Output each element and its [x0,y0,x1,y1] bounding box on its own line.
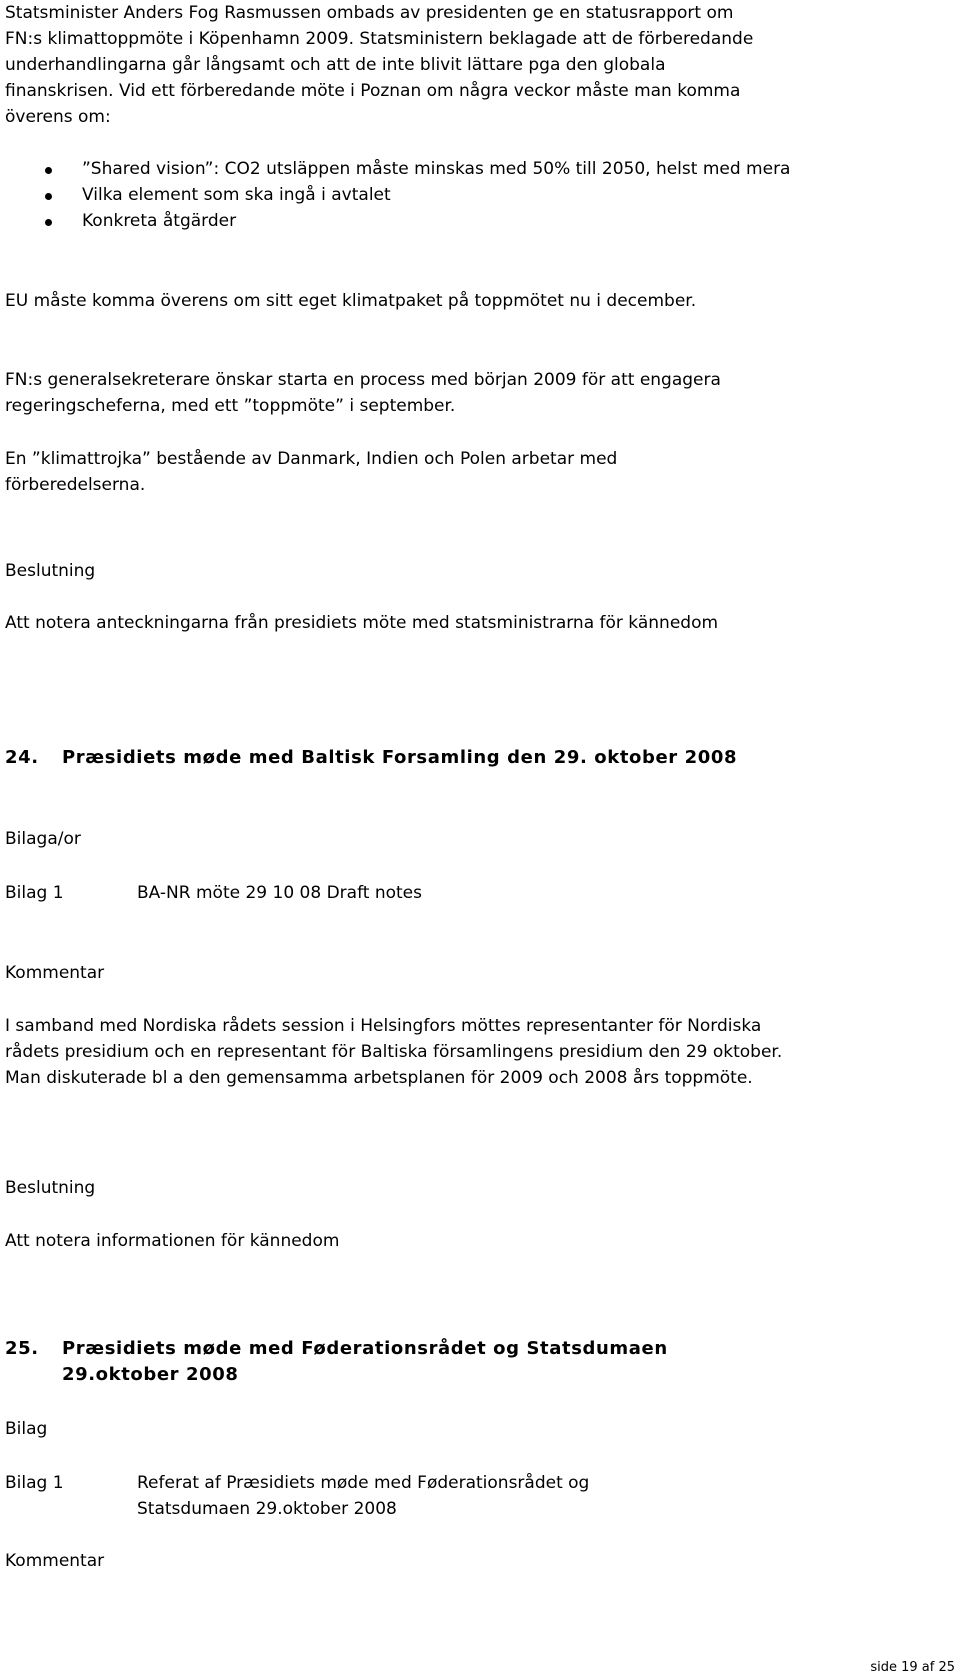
list-item [5,208,805,234]
bilag-key: Bilag 1 [5,883,64,903]
bilaga-label: Bilaga/or [5,829,81,849]
bilag-key: Bilag 1 [5,1473,64,1493]
bullet-icon [45,219,52,226]
bullet-icon [45,167,52,174]
bilag-row [5,880,805,906]
intro-paragraph: Statsminister Anders Fog Rasmussen ombads av presidenten ge en statusrapport om FN:s klimattoppmöte i Köpenhamn 2009. Statsministern beklagade att de förberedande underhandlingarna går långsamt och att de inte blivit lättare pga den globala finanskrisen. Vid ett förberedande möte i Poznan om några veckor måste man komma överens om: [5,3,754,127]
beslutning-text: Att notera anteckningarna från presidiets möte med statsministrarna för kännedom [5,613,719,633]
paragraph-fn: FN:s generalsekreterare önskar starta en process med början 2009 för att engagera regeringscheferna, med ett ”toppmöte” i september. [5,370,721,416]
item-25-heading [5,1336,805,1388]
bilag-value: BA-NR möte 29 10 08 Draft notes [137,883,422,903]
list-item [5,156,805,182]
beslutning-text: Att notera informationen för kännedom [5,1231,340,1251]
document-page [5,0,955,1680]
beslutning-heading: Beslutning [5,561,96,581]
bullet-list [5,156,805,234]
item-title: Præsidiets møde med Baltisk Forsamling den 29. oktober 2008 [62,747,738,768]
bullet-text: Vilka element som ska ingå i avtalet [82,185,391,205]
item-number: 24. [5,747,39,768]
item-24-heading [5,745,805,771]
kommentar-text: I samband med Nordiska rådets session i Helsingfors möttes representanter för Nordiska rådets presidium och en representant för Baltiska församlingens presidium den 29 oktober. Man diskuterade bl a den gemensamma arbetsplanen för 2009 och 2008 års toppmöte. [5,1016,783,1088]
paragraph-trojka: En ”klimattrojka” bestående av Danmark, Indien och Polen arbetar med förberedelserna. [5,449,618,495]
paragraph-eu: EU måste komma överens om sitt eget klimatpaket på toppmötet nu i december. [5,291,697,311]
kommentar-heading: Kommentar [5,1551,105,1571]
bullet-text: ”Shared vision”: CO2 utsläppen måste minskas med 50% till 2050, helst med mera [82,159,791,179]
beslutning-heading: Beslutning [5,1178,96,1198]
item-number: 25. [5,1338,39,1359]
bilag-value: Referat af Præsidiets møde med Føderationsrådet og Statsdumaen 29.oktober 2008 [137,1473,590,1519]
page-footer: side 19 af 25 [870,1660,955,1675]
item-title: Præsidiets møde med Føderationsrådet og Statsdumaen 29.oktober 2008 [62,1338,668,1385]
bilag-label: Bilag [5,1419,48,1439]
bullet-text: Konkreta åtgärder [82,211,237,231]
bilag-row [5,1470,805,1522]
kommentar-heading: Kommentar [5,963,105,983]
bullet-icon [45,193,52,200]
list-item [5,182,805,208]
